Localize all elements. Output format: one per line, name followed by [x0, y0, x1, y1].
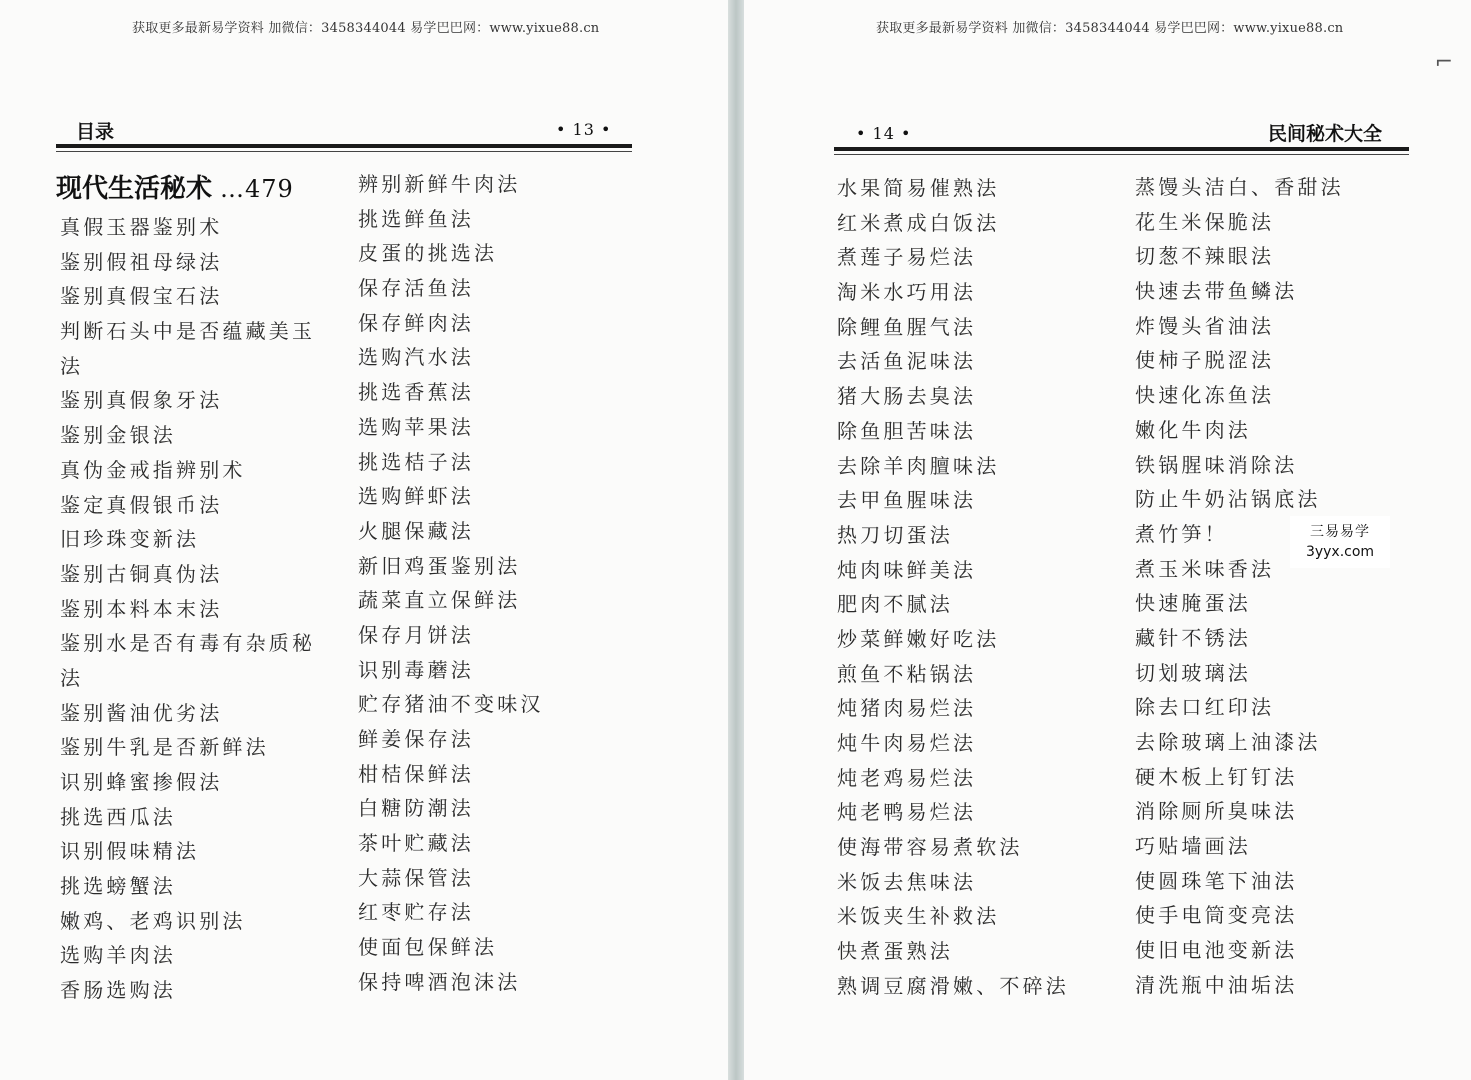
toc-entry: 去除玻璃上油漆法: [1135, 730, 1321, 754]
header-title: 民间秘术大全: [1268, 123, 1383, 145]
header-rule-thin: [56, 151, 632, 152]
toc-entry: 去活鱼泥味法: [837, 349, 977, 374]
toc-entry: 炖老鸭易烂法: [837, 800, 977, 825]
toc-entry: 判断石头中是否蕴藏美玉: [60, 319, 316, 344]
toc-entry: 鉴定真假银币法: [60, 492, 223, 517]
section-page: …479: [220, 175, 294, 203]
toc-entry: 使海带容易煮软法: [837, 835, 1023, 860]
toc-entry: 挑选螃蟹法: [60, 874, 176, 899]
toc-column-2: [1135, 170, 1344, 1003]
toc-entry: 选购鲜虾法: [358, 484, 474, 509]
toc-entry: 真伪金戒指辨别术: [60, 457, 246, 482]
stamp-line-2: 3yyx.com: [1305, 544, 1375, 560]
toc-entry: 皮蛋的挑选法: [358, 241, 498, 266]
toc-entry: 选购苹果法: [358, 414, 474, 439]
toc-entry: 保存活鱼法: [358, 276, 474, 301]
toc-entry: 除鲤鱼腥气法: [837, 314, 977, 339]
toc-entry: 防止牛奶沾锅底法: [1135, 487, 1321, 512]
toc-entry: 嫩鸡、老鸡识别法: [60, 908, 246, 933]
toc-entry: 使旧电池变新法: [1135, 938, 1298, 963]
header-rule-thin: [834, 154, 1409, 155]
toc-entry: 挑选桔子法: [358, 449, 474, 474]
toc-entry: 切划玻璃法: [1135, 660, 1251, 685]
toc-entry: 使柿子脱涩法: [1135, 348, 1275, 373]
page-number: • 13 •: [556, 120, 612, 139]
toc-entry: 鉴别酱油优劣法: [60, 700, 223, 725]
toc-entry: 淘米水巧用法: [837, 280, 977, 305]
site-stamp: [1290, 516, 1390, 568]
toc-entry: 煮玉米味香法: [1135, 556, 1275, 581]
toc-column-2: [358, 167, 544, 1000]
toc-entry: 熟调豆腐滑嫩、不碎法: [837, 973, 1069, 998]
toc-entry: 鉴别本料本末法: [60, 596, 223, 621]
toc-entry: 除去口红印法: [1135, 695, 1275, 720]
toc-entry: 鉴别真假宝石法: [60, 284, 223, 309]
toc-entry: 白糖防潮法: [358, 796, 474, 821]
toc-entry: 米饭去焦味法: [837, 869, 977, 894]
toc-entry: 柑桔保鲜法: [358, 761, 474, 786]
toc-entry: 鲜姜保存法: [358, 727, 474, 751]
toc-entry: 去除羊肉膻味法: [837, 453, 1000, 478]
header-rule: [834, 147, 1409, 151]
watermark: 获取更多最新易学资料 加微信：3458344044 易学巴巴网：www.yixue88.cn: [132, 21, 600, 36]
toc-entry: 鉴别假祖母绿法: [60, 249, 223, 274]
toc-entry: 保持啤酒泡沫法: [358, 969, 521, 994]
toc-entry: 鉴别牛乳是否新鲜法: [60, 735, 269, 760]
toc-entry: 清洗瓶中油垢法: [1135, 972, 1298, 997]
toc-entry: 鉴别金银法: [60, 423, 176, 448]
toc-entry: 保存鲜肉法: [358, 310, 474, 335]
toc-entry: 炖牛肉易烂法: [837, 731, 977, 755]
toc-entry: 炖猪肉易烂法: [837, 696, 977, 721]
toc-entry: 炒菜鲜嫩好吃法: [837, 626, 1000, 651]
section-name: 现代生活秘术: [56, 174, 213, 204]
stamp-line-1: 三易易学: [1310, 524, 1370, 540]
toc-entry: 贮存猪油不变味汉: [358, 692, 544, 717]
toc-entry: 识别假味精法: [60, 839, 200, 864]
toc-column-1: [837, 171, 1069, 1004]
section-heading: [56, 170, 294, 208]
toc-entry: 旧珍珠变新法: [60, 527, 200, 552]
toc-entry: 法: [60, 665, 84, 690]
toc-entry: 煮竹笋！: [1135, 521, 1228, 546]
header-rule: [56, 144, 632, 148]
toc-entry: 快速化冻鱼法: [1135, 383, 1275, 408]
toc-entry: 识别毒蘑法: [358, 657, 474, 682]
page-number: • 14 •: [856, 124, 912, 143]
toc-entry: 蔬菜直立保鲜法: [358, 588, 521, 613]
toc-entry: 快速去带鱼鳞法: [1135, 279, 1298, 304]
corner-mark: ⌐: [1434, 50, 1453, 75]
toc-entry: 使手电筒变亮法: [1135, 903, 1298, 928]
toc-entry: 辨别新鲜牛肉法: [358, 172, 521, 196]
toc-entry: 挑选西瓜法: [60, 804, 176, 829]
toc-entry: 煮莲子易烂法: [837, 245, 977, 270]
toc-entry: 热刀切蛋法: [837, 522, 953, 547]
toc-entry: 香肠选购法: [60, 978, 176, 1003]
toc-entry: 炸馒头省油法: [1135, 313, 1275, 338]
toc-entry: 保存月饼法: [358, 622, 474, 647]
toc-entry: 鉴别真假象牙法: [60, 388, 223, 413]
toc-entry: 米饭夹生补救法: [837, 904, 1000, 929]
toc-entry: 快速腌蛋法: [1135, 591, 1251, 616]
toc-entry: 去甲鱼腥味法: [837, 488, 977, 513]
toc-entry: 水果简易催熟法: [837, 176, 1000, 200]
toc-column-1: [60, 210, 315, 1008]
left-page: [0, 0, 728, 1080]
toc-entry: 巧贴墙画法: [1135, 834, 1251, 859]
toc-entry: 铁锅腥味消除法: [1135, 452, 1298, 477]
toc-entry: 大蒜保管法: [358, 865, 474, 890]
toc-entry: 使面包保鲜法: [358, 935, 498, 960]
toc-entry: 猪大肠去臭法: [837, 384, 977, 409]
toc-entry: 炖老鸡易烂法: [837, 765, 977, 790]
toc-entry: 除鱼胆苦味法: [837, 418, 977, 443]
toc-entry: 选购汽水法: [358, 345, 474, 370]
toc-entry: 新旧鸡蛋鉴别法: [358, 553, 521, 578]
book-spine: [728, 0, 744, 1080]
toc-entry: 花生米保脆法: [1135, 209, 1275, 234]
toc-entry: 使圆珠笔下油法: [1135, 868, 1298, 893]
toc-entry: 蒸馒头洁白、香甜法: [1135, 175, 1344, 199]
toc-entry: 藏针不锈法: [1135, 625, 1251, 650]
header-title: 目录: [76, 121, 115, 143]
toc-entry: 煎鱼不粘锅法: [837, 661, 977, 686]
toc-entry: 识别蜂蜜掺假法: [60, 770, 223, 794]
toc-entry: 快煮蛋熟法: [837, 939, 953, 964]
toc-entry: 法: [60, 353, 84, 378]
toc-entry: 红米煮成白饭法: [837, 210, 1000, 235]
toc-entry: 茶叶贮藏法: [358, 831, 474, 856]
toc-entry: 硬木板上钉钉法: [1135, 764, 1298, 789]
toc-entry: 红枣贮存法: [358, 900, 474, 925]
toc-entry: 肥肉不腻法: [837, 592, 953, 617]
toc-entry: 火腿保藏法: [358, 518, 474, 543]
toc-entry: 切葱不辣眼法: [1135, 244, 1275, 269]
toc-entry: 选购羊肉法: [60, 943, 176, 968]
toc-entry: 挑选香蕉法: [358, 380, 474, 405]
watermark: 获取更多最新易学资料 加微信：3458344044 易学巴巴网：www.yixue88.cn: [876, 21, 1344, 36]
toc-entry: 鉴别水是否有毒有杂质秘: [60, 631, 316, 656]
toc-entry: 真假玉器鉴别术: [60, 215, 223, 239]
toc-entry: 消除厕所臭味法: [1135, 799, 1298, 824]
toc-entry: 炖肉味鲜美法: [837, 557, 977, 582]
toc-entry: 挑选鲜鱼法: [358, 206, 474, 231]
toc-entry: 鉴别古铜真伪法: [60, 561, 223, 586]
toc-entry: 嫩化牛肉法: [1135, 417, 1251, 442]
